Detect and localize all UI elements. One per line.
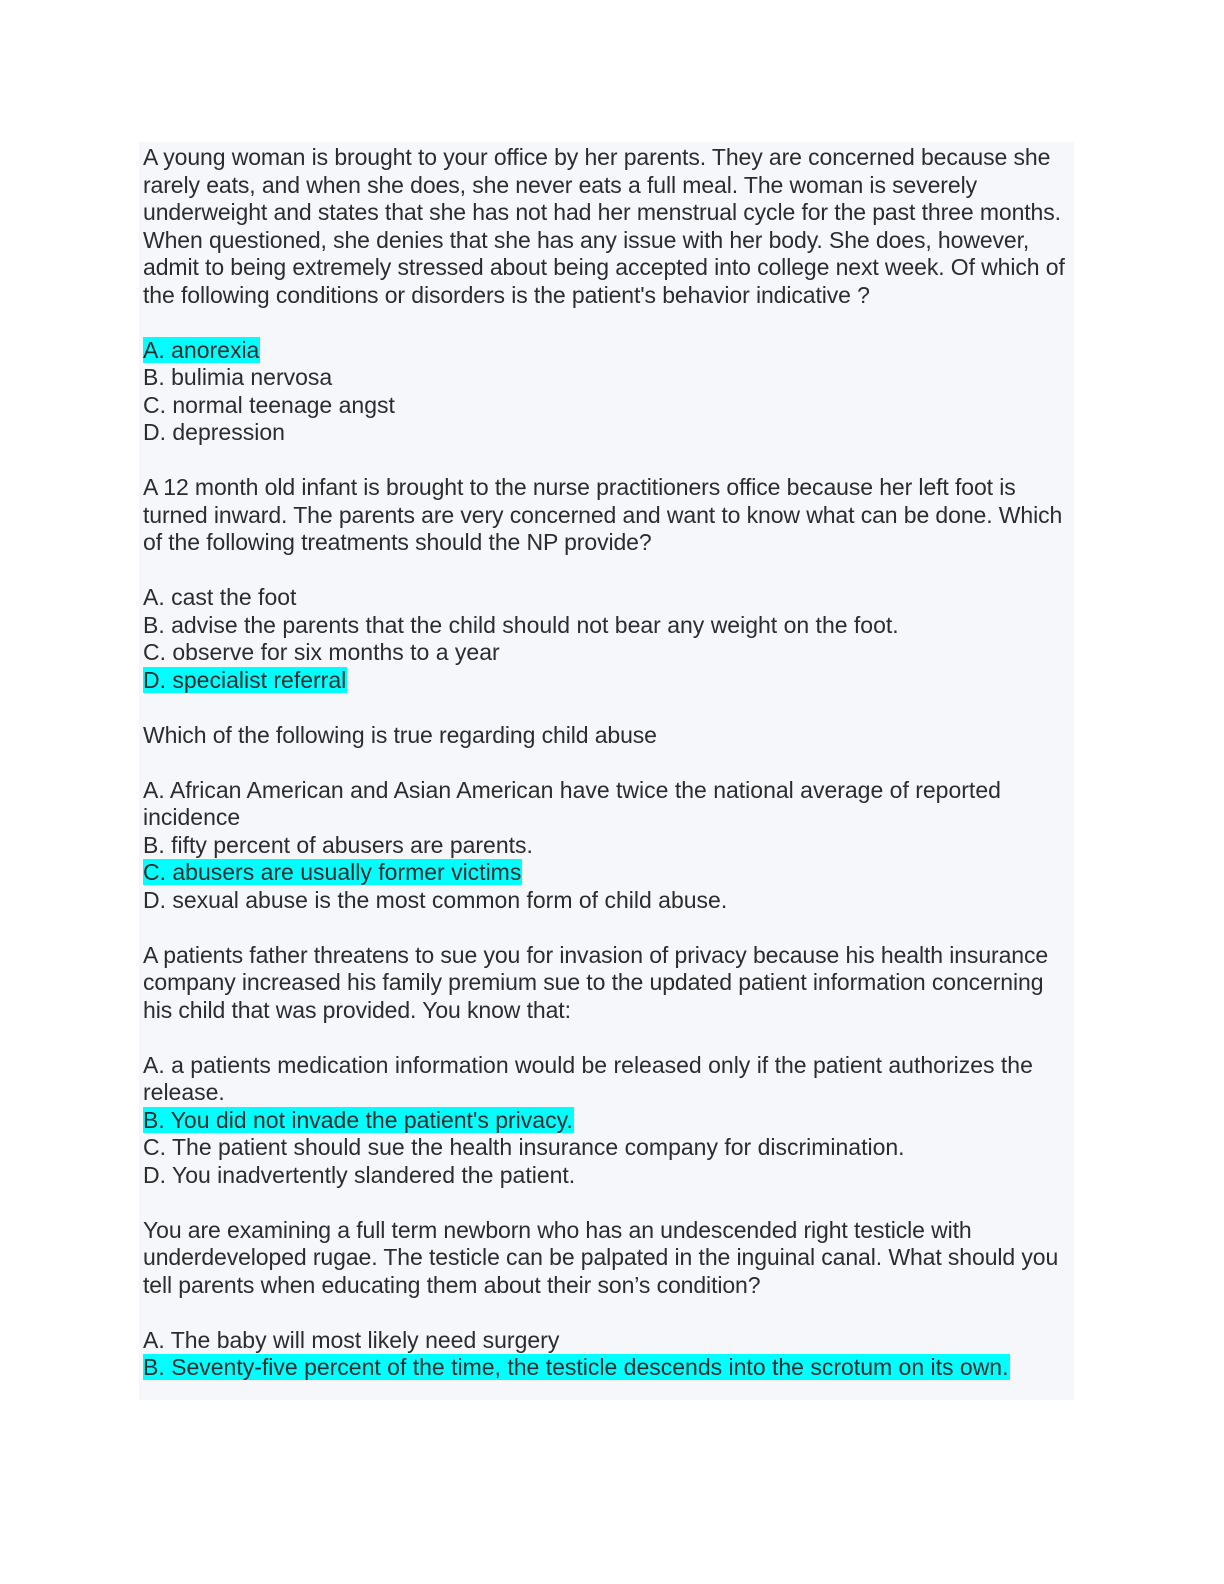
question-3-option-b bbox=[143, 832, 1074, 860]
option-text: D. depression bbox=[143, 419, 285, 445]
option-text: C. abusers are usually former victims bbox=[143, 859, 522, 885]
option-text: B. Seventy-five percent of the time, the testicle descends into the scrotum on its own. bbox=[143, 1354, 1009, 1380]
question-1-option-a bbox=[143, 337, 1074, 365]
option-text: A. The baby will most likely need surgery bbox=[143, 1326, 560, 1353]
question-4-option-a bbox=[143, 1052, 1074, 1107]
option-text: D. You inadvertently slandered the patient. bbox=[143, 1161, 576, 1188]
question-2-stem: A 12 month old infant is brought to the nurse practitioners office because her left foot is turned inward. The parents are very concerned and want to know what can be done. Which of the following treatments should the NP provide? bbox=[143, 474, 1063, 555]
question-5-option-a bbox=[143, 1327, 1074, 1355]
spacer bbox=[143, 694, 1074, 722]
question-5-stem: You are examining a full term newborn who has an undescended right testicle with underdeveloped rugae. The testicle can be palpated in the inguinal canal. What should you tell parents when educating them about their son’s condition? bbox=[143, 1216, 1059, 1298]
question-2-option-a bbox=[143, 584, 1074, 612]
question-5-option-b bbox=[143, 1354, 1074, 1382]
option-text: D. sexual abuse is the most common form of child abuse. bbox=[143, 886, 728, 913]
question-1-stem: A young woman is brought to your office by her parents. They are concerned because she rarely eats, and when she does, she never eats a full meal. The woman is severely underweight and states that she has not had her menstrual cycle for the past three months. When questioned, she denies that she has any issue with her body. She does, however, admit to being extremely stressed about being accepted into college next week. Of which of the following conditions or disorders is the patient's behavior indicative ? bbox=[143, 144, 1065, 308]
option-text: C. observe for six months to a year bbox=[143, 639, 500, 665]
question-4-stem: A patients father threatens to sue you for invasion of privacy because his health insurance company increased his family premium sue to the updated patient information concerning his child that was provided. You know that: bbox=[143, 941, 1049, 1023]
spacer bbox=[143, 309, 1074, 337]
question-1-option-c bbox=[143, 392, 1074, 420]
spacer bbox=[143, 1024, 1074, 1052]
spacer bbox=[143, 749, 1074, 777]
question-2-option-b bbox=[143, 612, 1074, 640]
question-4-option-d bbox=[143, 1162, 1074, 1190]
option-text: A. African American and Asian American have twice the national average of reported incidence bbox=[143, 776, 1001, 830]
question-2-option-d bbox=[143, 667, 1074, 695]
question-1-option-b bbox=[143, 364, 1074, 392]
question-3-option-d bbox=[143, 887, 1074, 915]
option-text: A. a patients medication information would be released only if the patient authorizes the release. bbox=[143, 1051, 1033, 1105]
option-text: C. The patient should sue the health insurance company for discrimination. bbox=[143, 1134, 905, 1160]
option-text: A. anorexia bbox=[143, 336, 260, 363]
spacer bbox=[143, 914, 1074, 942]
question-3-stem: Which of the following is true regarding child abuse bbox=[143, 721, 657, 748]
option-text: B. bulimia nervosa bbox=[143, 364, 333, 390]
spacer bbox=[143, 1299, 1074, 1327]
question-4-option-c bbox=[143, 1134, 1074, 1162]
option-text: A. cast the foot bbox=[143, 584, 297, 610]
question-1-option-d bbox=[143, 419, 1074, 447]
option-text: B. You did not invade the patient's privacy. bbox=[143, 1106, 573, 1133]
question-3-option-a bbox=[143, 777, 1074, 832]
option-text: D. specialist referral bbox=[143, 666, 347, 693]
spacer bbox=[143, 447, 1074, 475]
option-text: B. advise the parents that the child should not bear any weight on the foot. bbox=[143, 611, 899, 638]
spacer bbox=[143, 1189, 1074, 1217]
document-content bbox=[139, 142, 1074, 1400]
question-2-option-c bbox=[143, 639, 1074, 667]
option-text: B. fifty percent of abusers are parents. bbox=[143, 831, 533, 858]
question-3-option-c bbox=[143, 859, 1074, 887]
question-4-option-b bbox=[143, 1107, 1074, 1135]
option-text: C. normal teenage angst bbox=[143, 391, 395, 418]
spacer bbox=[143, 557, 1074, 585]
